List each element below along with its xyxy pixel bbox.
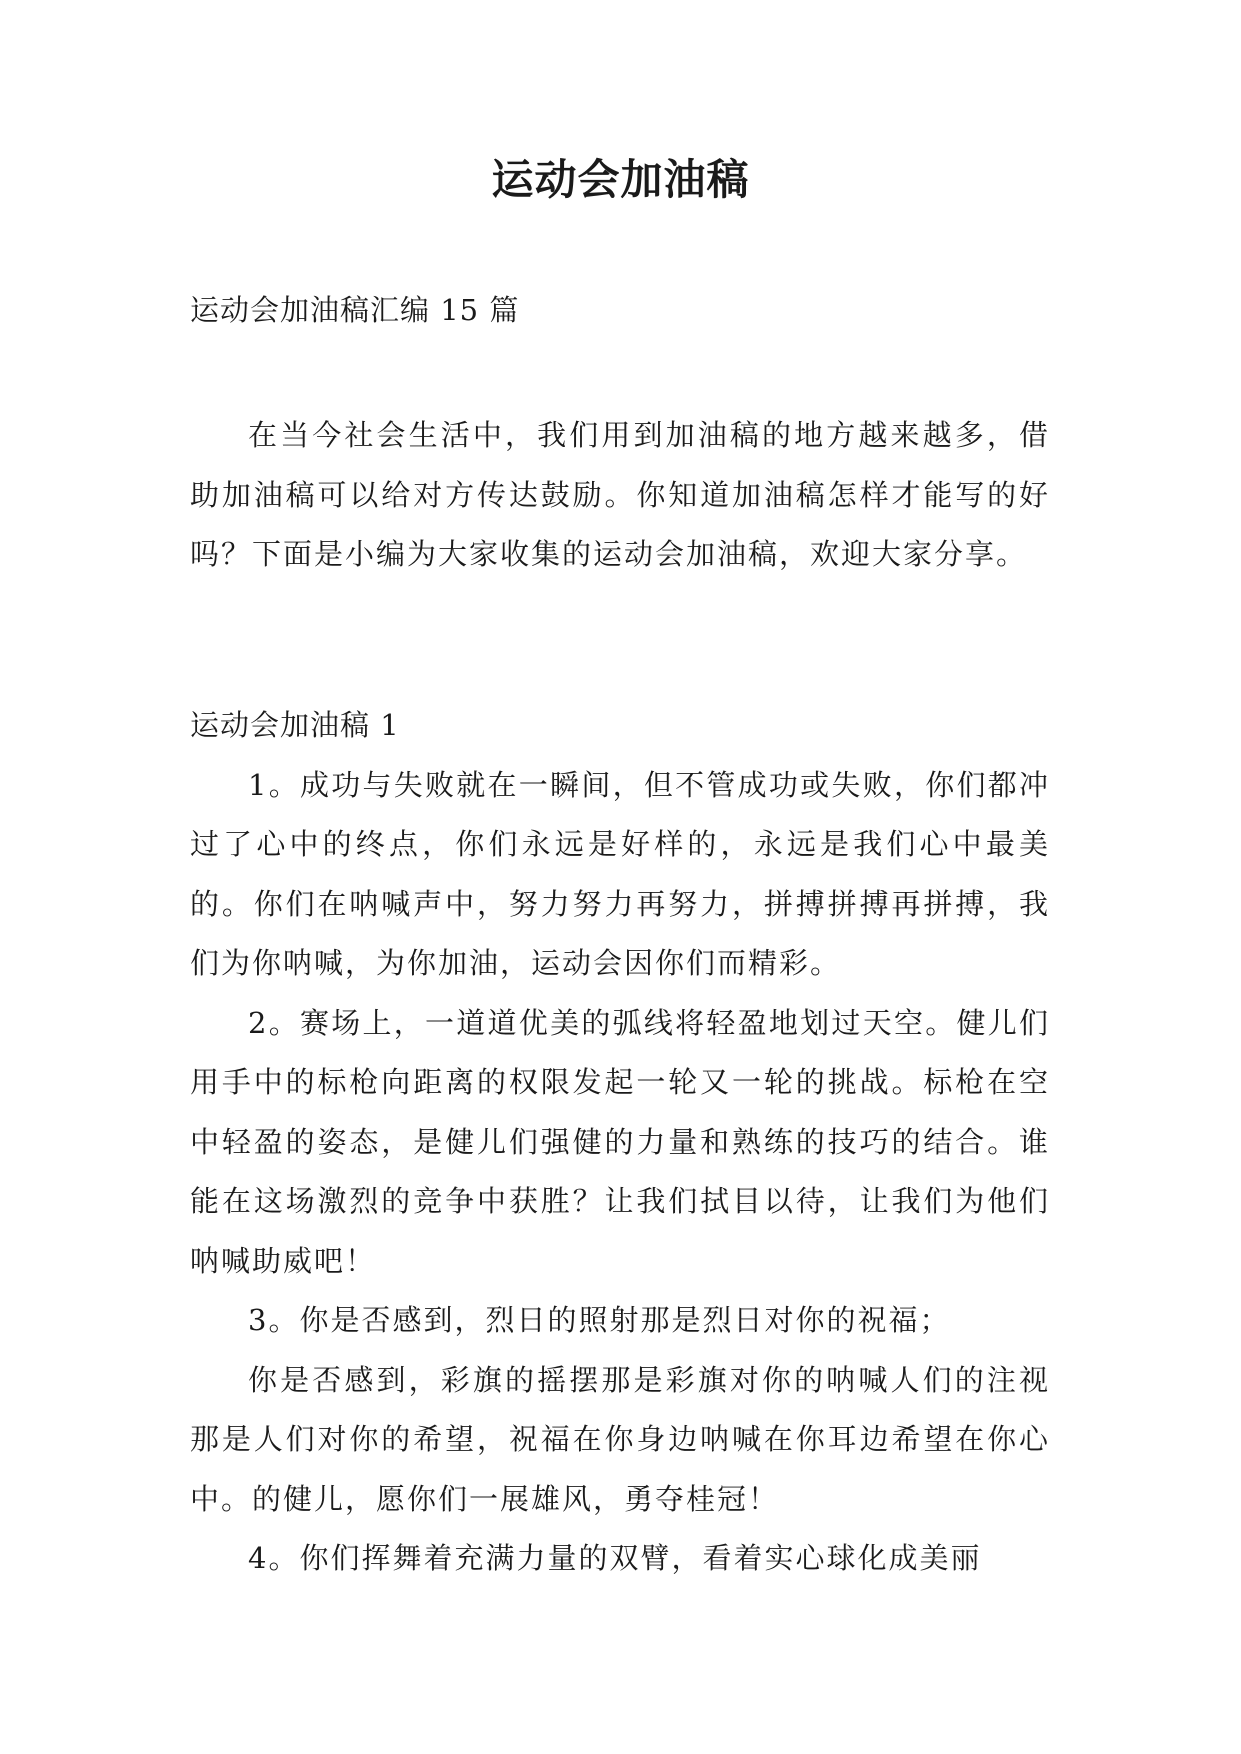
paragraph-1: 1。成功与失败就在一瞬间，但不管成功或失败，你们都冲过了心中的终点，你们永远是好样的，永远是我们心中最美的。你们在呐喊声中，努力努力再努力，拼搏拼搏再拼搏，我们为你呐喊，为你加油，运动会因你们而精彩。: [190, 767, 1050, 980]
intro-block: [190, 406, 1050, 585]
document-subtitle: 运动会加油稿汇编 15 篇: [190, 293, 520, 327]
intro-paragraph: 在当今社会生活中，我们用到加油稿的地方越来越多，借助加油稿可以给对方传达鼓励。你知道加油稿怎样才能写的好吗？下面是小编为大家收集的运动会加油稿，欢迎大家分享。: [190, 418, 1050, 571]
paragraph-2: 2。赛场上，一道道优美的弧线将轻盈地划过天空。健儿们用手中的标枪向距离的权限发起一轮又一轮的挑战。标枪在空中轻盈的姿态，是健儿们强健的力量和熟练的技巧的结合。谁能在这场激烈的竞争中获胜？让我们拭目以待，让我们为他们呐喊助威吧！: [190, 1005, 1050, 1278]
section-heading: 运动会加油稿 1: [190, 708, 400, 742]
document-title: 运动会加油稿: [491, 155, 750, 204]
paragraph-4: 4。你们挥舞着充满力量的双臂，看着实心球化成美丽: [248, 1541, 982, 1575]
paragraph-3-continued: 你是否感到，彩旗的摇摆那是彩旗对你的呐喊人们的注视那是人们对你的希望，祝福在你身边呐喊在你耳边希望在你心中。的健儿，愿你们一展雄风，勇夺桂冠！: [190, 1362, 1050, 1516]
paragraph-3: 3。你是否感到，烈日的照射那是烈日对你的祝福；: [248, 1303, 951, 1337]
section-1: [190, 696, 1050, 1589]
